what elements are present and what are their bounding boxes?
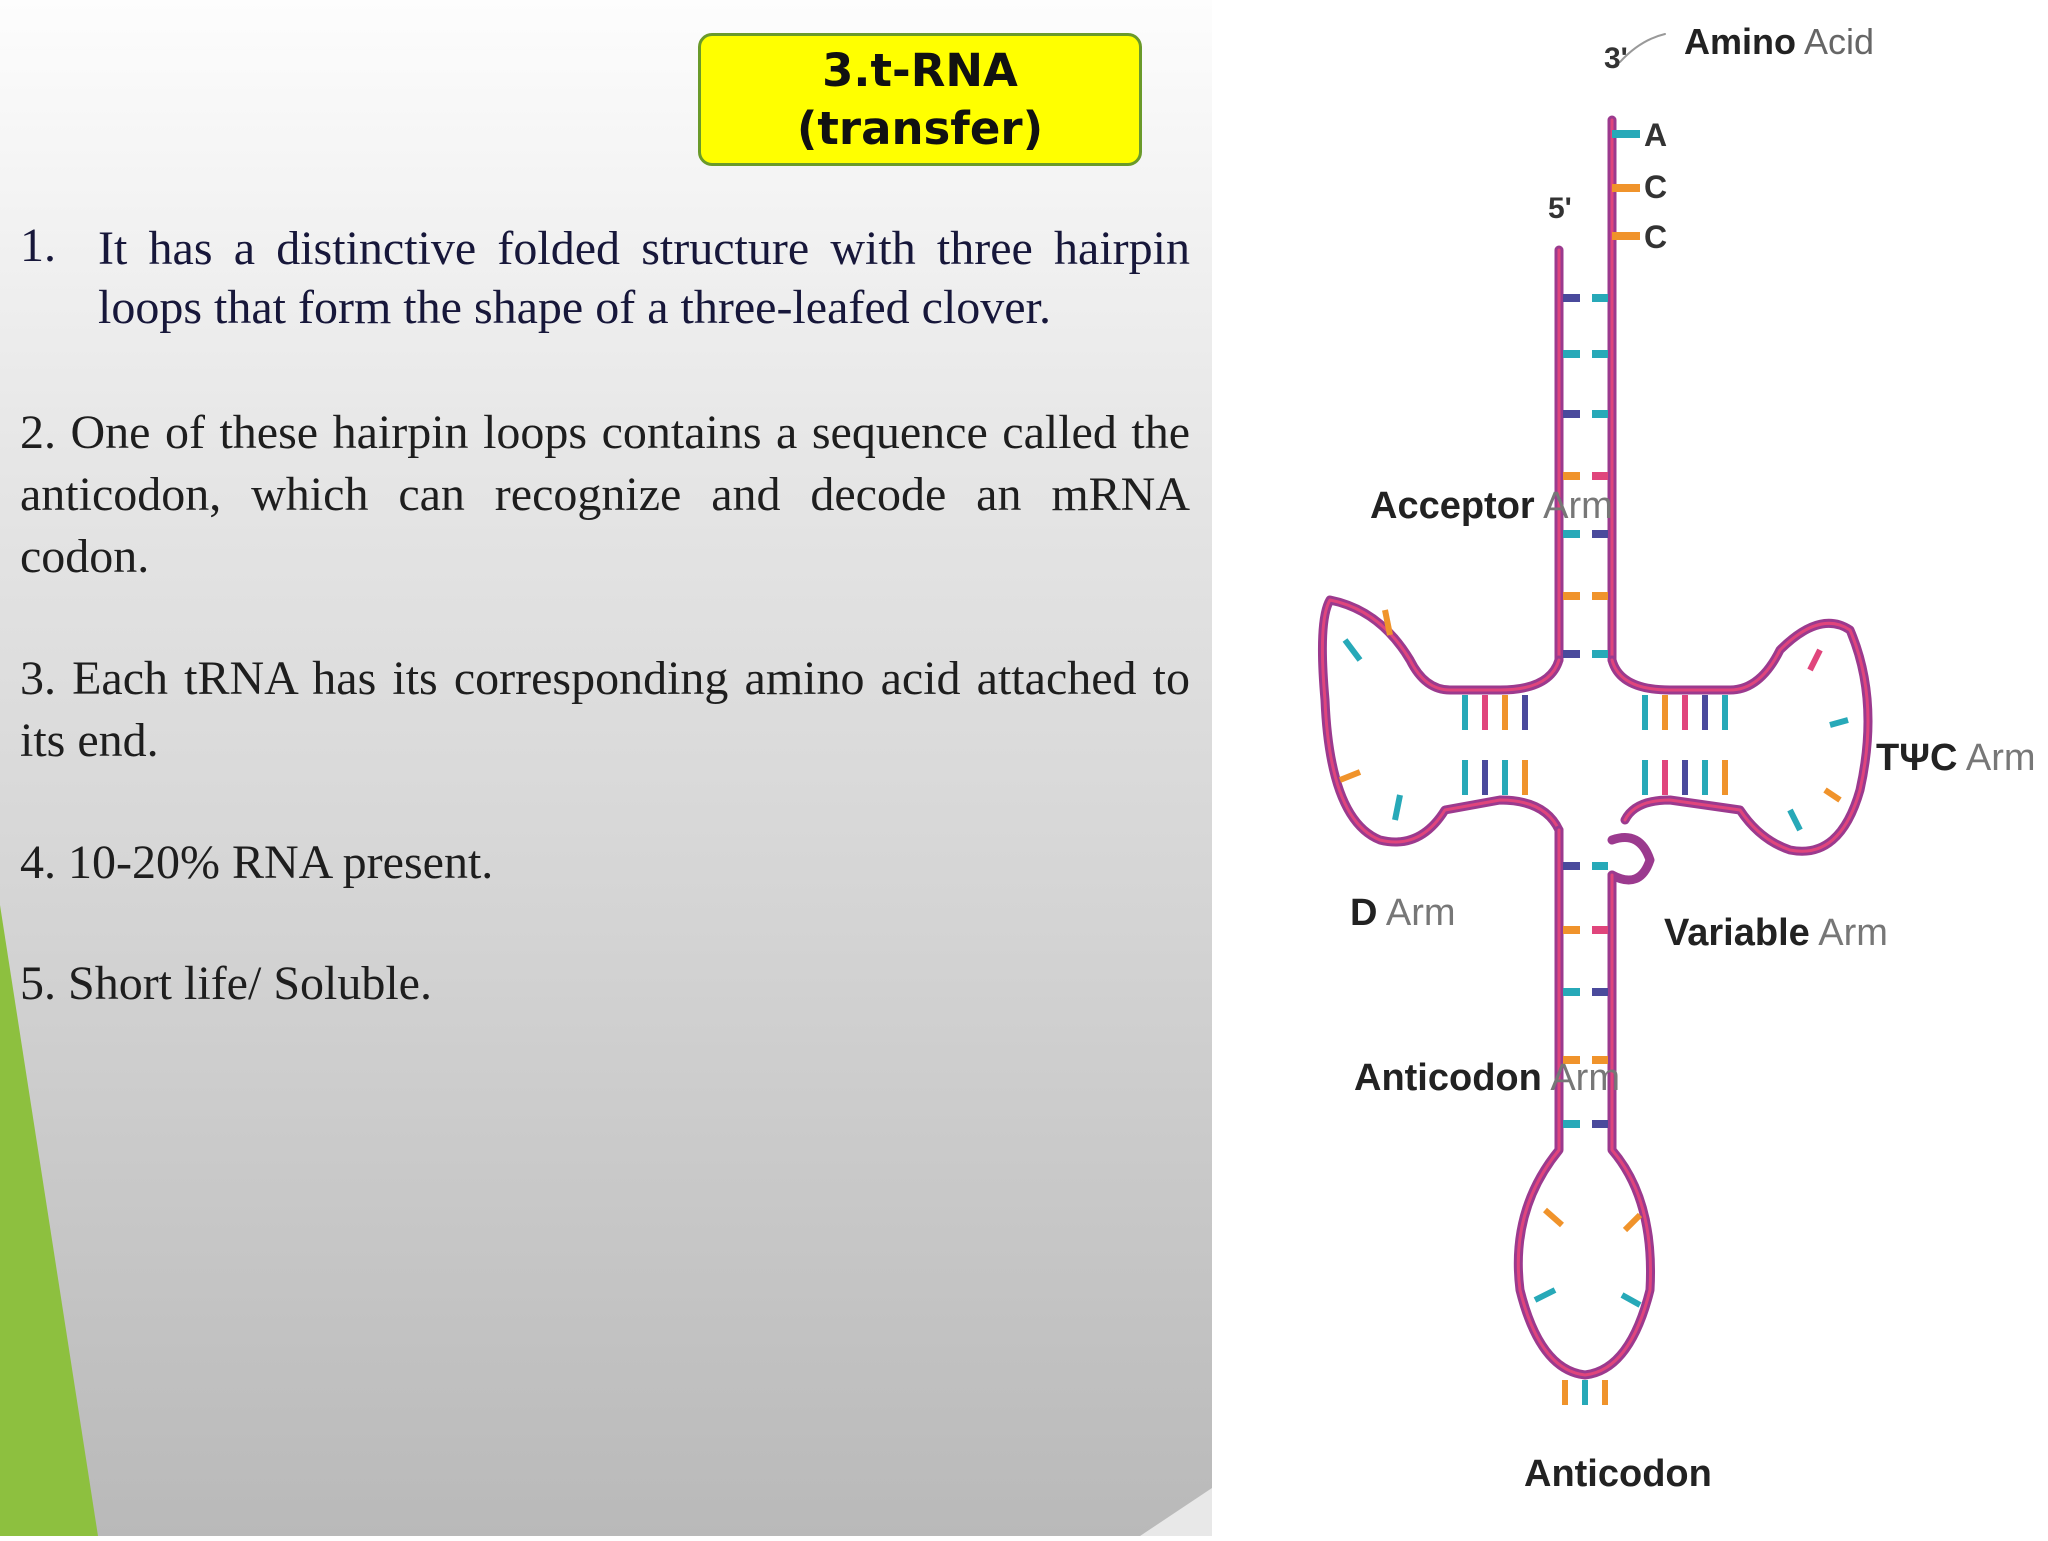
label-five-prime: 5' [1548, 192, 1572, 225]
label-tyc-bold: TΨC [1876, 737, 1958, 779]
slide-title-line2: (transfer) [796, 101, 1044, 155]
label-d-bold: D [1350, 892, 1378, 934]
nucleotide-a: A [1644, 117, 1668, 153]
label-tyc-arm [1876, 737, 2036, 779]
label-anticodon: Anticodon [1524, 1453, 1712, 1495]
label-anticodon-arm-bold: Anticodon [1354, 1057, 1542, 1099]
trna-diagram-panel [1212, 0, 2048, 1536]
point-1-line2: loops that form the shape of a three-leafed clover. [98, 281, 1051, 334]
label-amino-acid [1684, 21, 1874, 62]
nucleotide-c1: C [1644, 169, 1668, 205]
trna-cloverleaf-diagram [1212, 0, 2048, 1536]
nucleotide-c2: C [1644, 219, 1668, 255]
label-acceptor-arm [1370, 485, 1613, 527]
label-three-prime: 3' [1604, 42, 1628, 75]
label-d-rest: Arm [1377, 892, 1456, 934]
label-d-arm [1350, 892, 1456, 934]
point-5-text: 5. Short life/ Soluble. [20, 957, 432, 1010]
point-4-text: 4. 10-20% RNA present. [20, 836, 494, 889]
label-anticodon-arm-rest: Arm [1541, 1057, 1620, 1099]
slide-title-box [698, 33, 1142, 166]
label-variable-bold: Variable [1664, 912, 1810, 954]
label-amino-acid-rest: Acid [1796, 21, 1875, 62]
slide-title-line1: 3.t-RNA [822, 43, 1018, 97]
label-variable-arm [1664, 912, 1888, 954]
label-acceptor-bold: Acceptor [1370, 485, 1535, 527]
label-tyc-rest: Arm [1957, 737, 2036, 779]
label-amino-acid-bold: Amino [1684, 21, 1796, 62]
point-3-text: 3. Each tRNA has its corresponding amino acid attached to its end. [20, 652, 1190, 767]
point-1-line1: It has a distinctive folded structure with three hairpin [98, 222, 1190, 275]
label-acceptor-rest: Arm [1534, 485, 1613, 527]
label-anticodon-arm [1354, 1057, 1620, 1099]
point-1-number: 1. [20, 219, 56, 272]
point-2-text: 2. One of these hairpin loops contains a sequence called the anticodon, which can recognize and decode an mRNA codon. [20, 406, 1190, 583]
label-variable-rest: Arm [1809, 912, 1888, 954]
